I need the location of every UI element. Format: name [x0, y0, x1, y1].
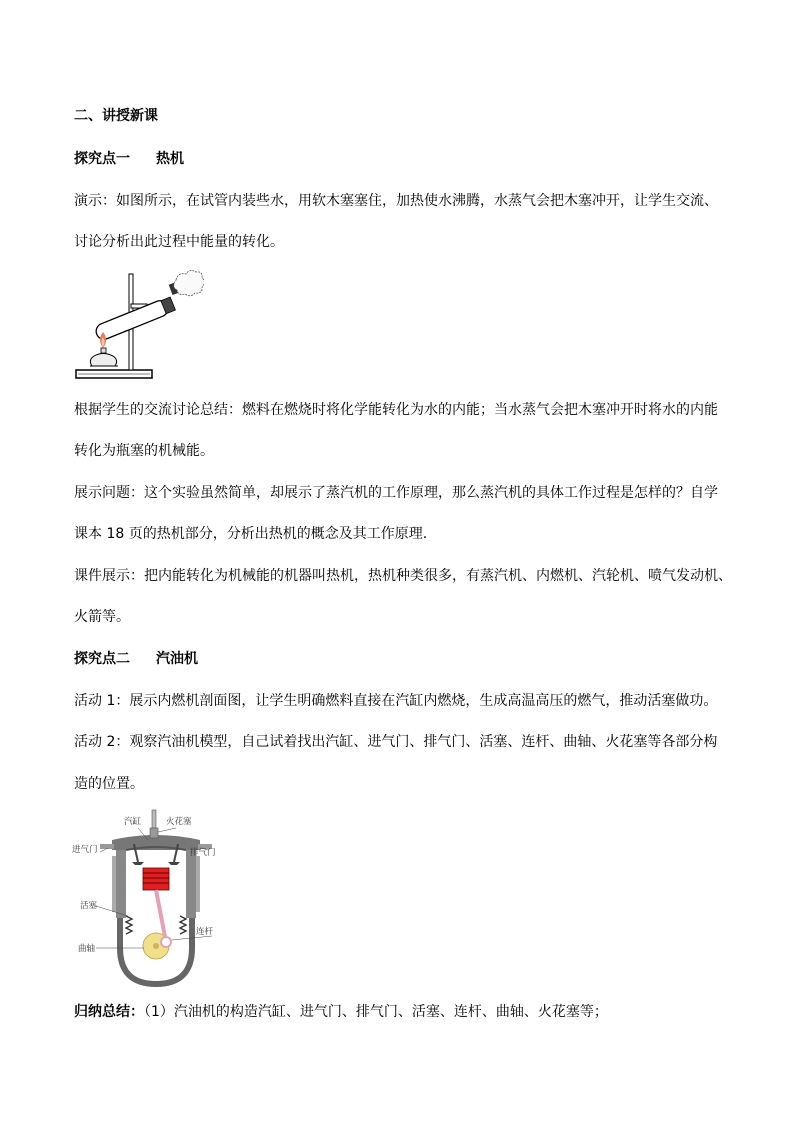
point1-label: 探究点一 [74, 151, 130, 167]
question-line-2: 课本 18 页的热机部分，分析出热机的概念及其工作原理. [74, 526, 428, 542]
label-exhaust-valve: 排气门 [190, 848, 216, 858]
gasoline-engine-diagram [72, 806, 222, 992]
activity2-line-2: 造的位置。 [74, 776, 144, 792]
label-cylinder: 汽缸 [124, 817, 142, 827]
demo-line-2: 讨论分析出此过程中能量的转化。 [74, 234, 284, 250]
activity1-line: 活动 1：展示内燃机剖面图，让学生明确燃料直接在汽缸内燃烧，生成高温高压的燃气，推动活塞做功。 [74, 693, 718, 709]
section-heading: 二、讲授新课 [74, 108, 158, 124]
label-piston: 活塞 [80, 901, 98, 911]
courseware-line-1: 课件展示：把内能转化为机械能的机器叫热机，热机种类很多，有蒸汽机、内燃机、汽轮机、喷气发动机、 [74, 568, 732, 584]
summary1-line-1: 根据学生的交流讨论总结：燃料在燃烧时将化学能转化为水的内能；当水蒸气会把木塞冲开时将水的内能 [74, 402, 718, 418]
label-intake-valve: 进气门 [72, 845, 98, 855]
conclusion-line [74, 1003, 608, 1021]
point2-label: 探究点二 [74, 651, 130, 667]
conclusion-text: （1）汽油机的构造汽缸、进气门、排气门、活塞、连杆、曲轴、火花塞等； [144, 1004, 608, 1020]
exploration-point-2-heading [74, 650, 198, 668]
exploration-point-1-heading [74, 150, 184, 168]
label-crankshaft: 曲轴 [78, 944, 96, 954]
test-tube-experiment-figure [74, 268, 204, 384]
label-spark-plug: 火花塞 [166, 817, 192, 827]
question-line-1: 展示问题：这个实验虽然简单，却展示了蒸汽机的工作原理，那么蒸汽机的具体工作过程是怎样的？自学 [74, 485, 718, 501]
demo-line-1: 演示：如图所示，在试管内装些水，用软木塞塞住，加热使水沸腾，水蒸气会把木塞冲开，让学生交流、 [74, 193, 718, 209]
point2-title: 汽油机 [156, 651, 198, 667]
summary1-line-2: 转化为瓶塞的机械能。 [74, 443, 214, 459]
point1-title: 热机 [156, 151, 184, 167]
label-connecting-rod: 连杆 [196, 927, 214, 937]
courseware-line-2: 火箭等。 [74, 609, 130, 625]
activity2-line-1: 活动 2：观察汽油机模型，自己试着找出汽缸、进气门、排气门、活塞、连杆、曲轴、火花塞等各部分构 [74, 734, 718, 750]
conclusion-label: 归纳总结： [74, 1004, 144, 1020]
